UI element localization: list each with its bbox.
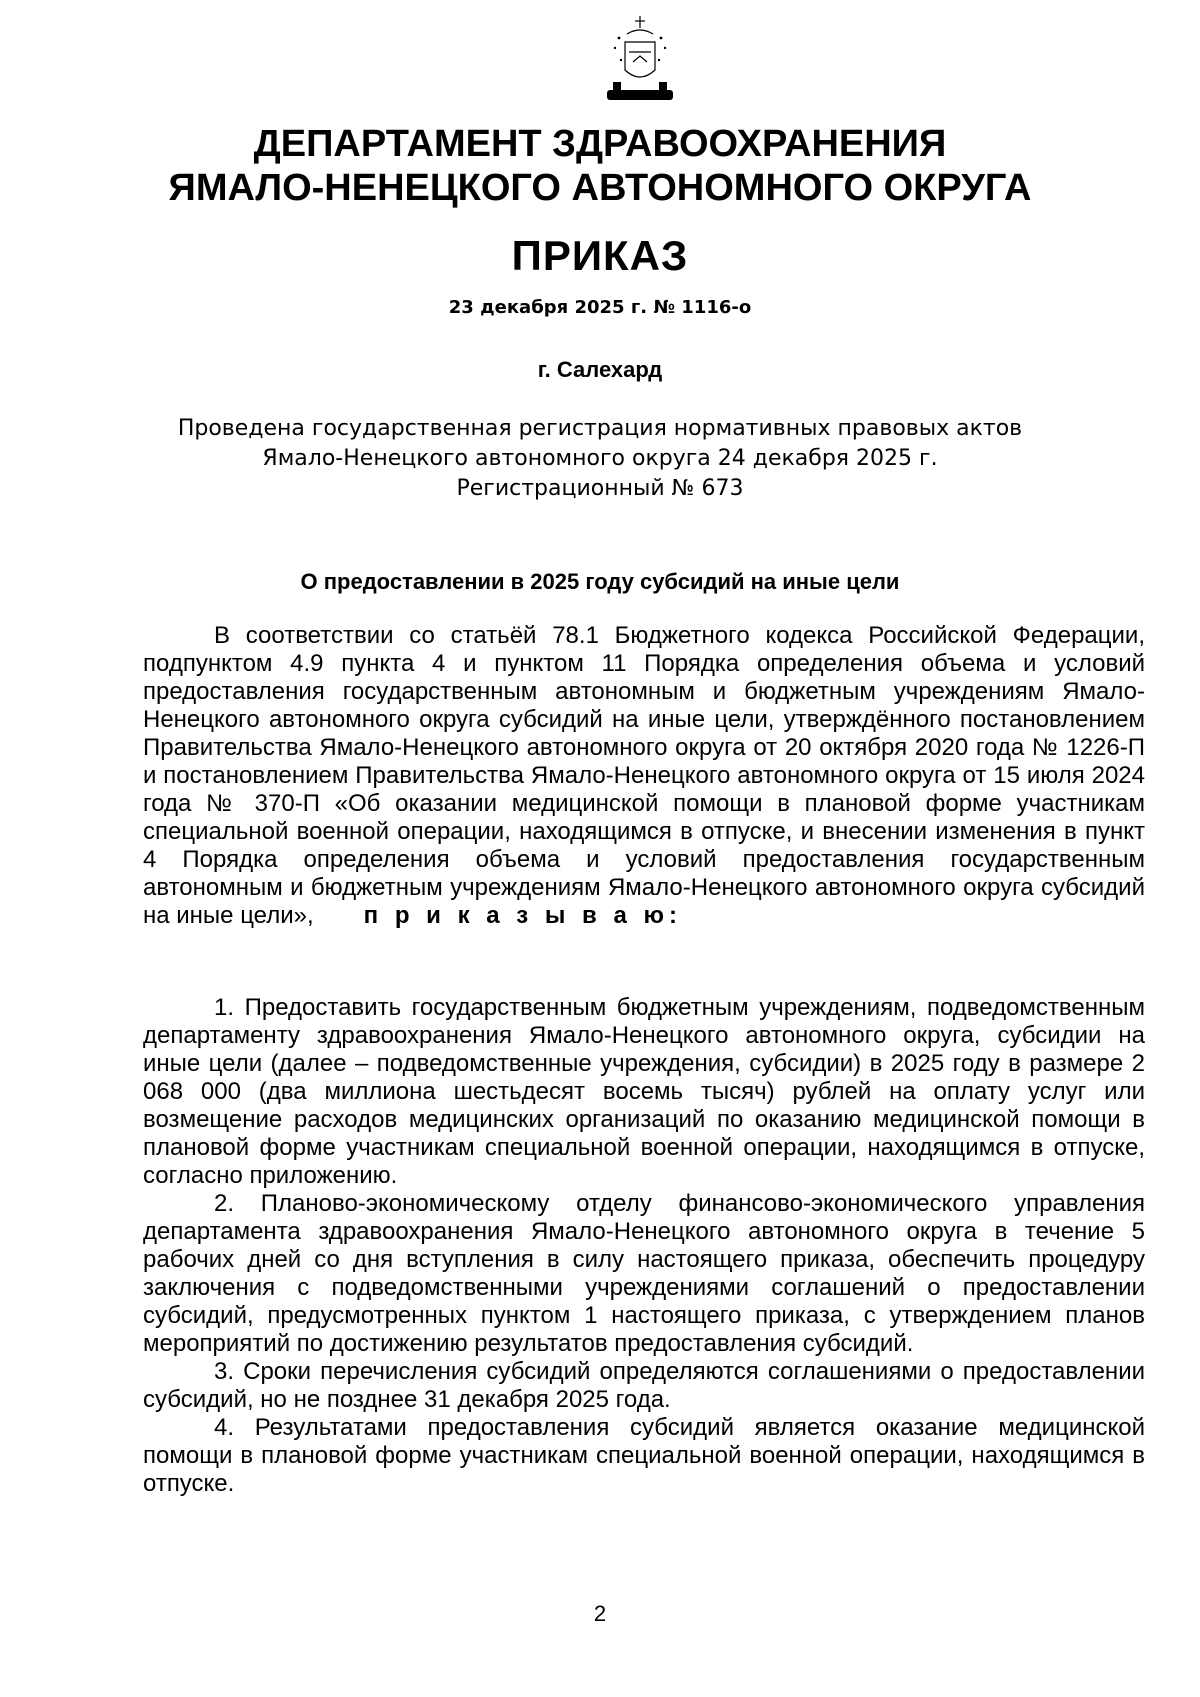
registration-line-3: Регистрационный № 673 (456, 476, 744, 501)
order-item-1: 1. Предоставить государственным бюджетным учреждениям, подведомственным департаменту здравоохранения Ямало-Ненецкого автономного округа, субсидии на иные цели (далее – подведомственные учреждения, субсидии) в 2025 году в размере 2 068 000 (два миллиона шестьдесят восемь тысяч) рублей на оплату услуг или возмещение расходов медицинских организаций по оказанию медицинской помощи в плановой форме участникам специальной военной операции, находящимся в отпуске, согласно приложению. (143, 994, 1145, 1189)
city: г. Салехард (537, 357, 663, 382)
department-title-line-1: ДЕПАРТАМЕНТ ЗДРАВООХРАНЕНИЯ (253, 123, 947, 165)
department-title-line-2: ЯМАЛО-НЕНЕЦКОГО АВТОНОМНОГО ОКРУГА (168, 167, 1032, 209)
registration-line-2: Ямало-Ненецкого автономного округа 24 декабря 2025 г. (262, 446, 938, 471)
page-number: 2 (593, 1601, 607, 1626)
order-item-4: 4. Результатами предоставления субсидий является оказание медицинской помощи в плановой форме участникам специальной военной операции, находящимся в отпуске. (143, 1414, 1145, 1497)
preamble (143, 622, 1145, 930)
registration-line-1: Проведена государственная регистрация нормативных правовых актов (177, 416, 1023, 441)
order-title: ПРИКАЗ (511, 232, 689, 279)
order-item-3: 3. Сроки перечисления субсидий определяются соглашениями о предоставлении субсидий, но не позднее 31 декабря 2025 года. (143, 1358, 1145, 1413)
order-subject: О предоставлении в 2025 году субсидий на иные цели (300, 569, 900, 594)
order-items (143, 994, 1145, 1498)
coat-of-arms-emblem (595, 12, 685, 112)
order-item-2: 2. Планово-экономическому отделу финансово-экономического управления департамента здравоохранения Ямало-Ненецкого автономного округа в течение 5 рабочих дней со дня вступления в силу настоящего приказа, обеспечить процедуру заключения с подведомственными учреждениями соглашений о предоставлении субсидий, предусмотренных пунктом 1 настоящего приказа, с утверждением планов мероприятий по достижению результатов предоставления субсидий. (143, 1190, 1145, 1357)
order-date-number: 23 декабря 2025 г. № 1116-о (448, 297, 752, 318)
decree-word: п р и к а з ы в а ю: (363, 902, 682, 929)
preamble-text: В соответствии со статьёй 78.1 Бюджетного кодекса Российской Федерации, подпунктом 4.9 пункта 4 и пунктом 11 Порядка определения объема и условий предоставления государственным автономным и бюджетным учреждениям Ямало-Ненецкого автономного округа субсидий на иные цели, утверждённого постановлением Правительства Ямало-Ненецкого автономного округа от 20 октября 2020 года № 1226-П и постановлением Правительства Ямало-Ненецкого автономного округа от 15 июля 2024 года № 370-П «Об оказании медицинской помощи в плановой форме участникам специальной военной операции, находящимся в отпуске, и внесении изменения в пункт 4 Порядка определения объема и условий предоставления государственным автономным и бюджетным учреждениям Ямало-Ненецкого автономного округа субсидий на иные цели», (143, 622, 1145, 929)
